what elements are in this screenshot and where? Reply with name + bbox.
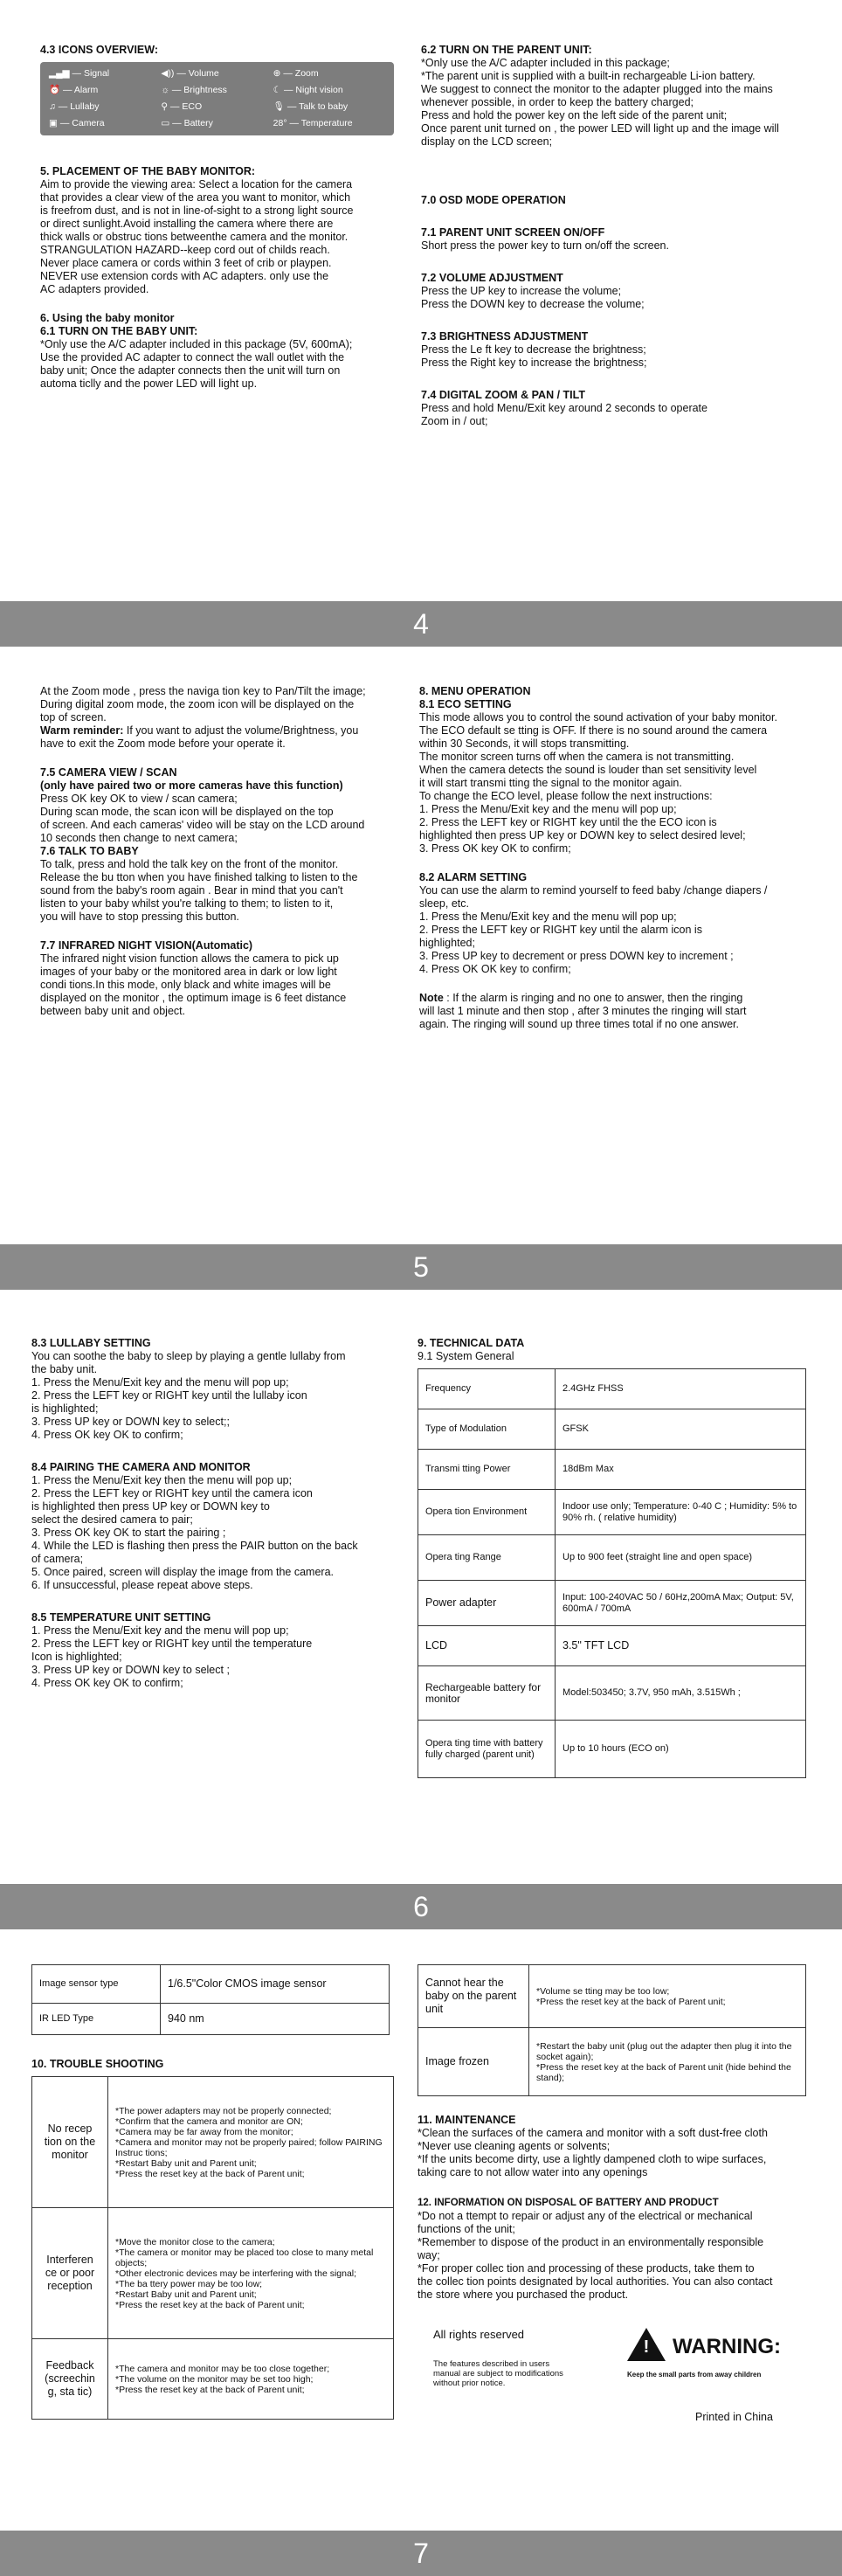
text-line: automa ticlly and the power LED will light up. bbox=[40, 377, 258, 390]
table-cell: Type of Modulation bbox=[418, 1409, 556, 1450]
menu-operation-title: 8. MENU OPERATION bbox=[419, 685, 531, 697]
baby-unit-title: 6.1 TURN ON THE BABY UNIT: bbox=[40, 325, 198, 337]
page5-left-column bbox=[40, 685, 398, 1018]
table-cell: *The power adapters may not be properly connected; *Confirm that the camera and monitor are ON; *Camera may be far away from the monitor; *Camera and monitor may not be properly paired; follow PAIRING Instruc tions; *Restart Baby unit and Parent unit; *Press the reset key at the back of Parent unit; bbox=[108, 2077, 394, 2208]
text-line: Use the provided AC adapter to connect the wall outlet with the bbox=[40, 351, 345, 364]
text-line: This mode allows you to control the sound activation of your baby monitor. bbox=[419, 711, 777, 724]
table-cell: LCD bbox=[418, 1626, 556, 1666]
table-cell: Interferen ce or poor reception bbox=[32, 2208, 108, 2339]
volume-title: 7.2 VOLUME ADJUSTMENT bbox=[421, 272, 563, 284]
page-number-bar: 7 bbox=[0, 2531, 842, 2576]
text-line: highlighted then press UP key or DOWN key to select desired level; bbox=[419, 829, 746, 841]
table-row bbox=[418, 1490, 806, 1535]
text-line: During digital zoom mode, the zoom icon will be displayed on the bbox=[40, 698, 355, 710]
table-cell: Image sensor type bbox=[32, 1965, 161, 2004]
eco-setting-title: 8.1 ECO SETTING bbox=[419, 698, 512, 710]
text-line: listen to your baby whilst you're talking to them; to listen to it, bbox=[40, 897, 334, 910]
warning-exclamation: ! bbox=[643, 2337, 650, 2357]
text-line: *Clean the surfaces of the camera and monitor with a soft dust-free cloth bbox=[418, 2127, 768, 2139]
pairing-title: 8.4 PAIRING THE CAMERA AND MONITOR bbox=[31, 1461, 251, 1473]
text-line: the collec tion points designated by local authorities. You can also contact bbox=[418, 2275, 773, 2288]
signal-icon: ▂▄▆ — Signal bbox=[49, 68, 110, 79]
table-row bbox=[418, 1666, 806, 1721]
table-row bbox=[418, 1626, 806, 1666]
text-line: displayed on the monitor , the optimum image is 6 feet distance bbox=[40, 992, 347, 1004]
footer-block bbox=[418, 2328, 811, 2441]
text-line: display on the LCD screen; bbox=[421, 135, 553, 148]
features-note: The features described in users manual are subject to modifications without prior notice. bbox=[433, 2359, 563, 2388]
table-row bbox=[32, 2339, 394, 2420]
alarm-note: Note : If the alarm is ringing and no one to answer, then the ringing bbox=[419, 992, 743, 1004]
table-row bbox=[32, 2004, 390, 2035]
page7-right-column bbox=[418, 1964, 811, 2441]
table-cell: *The camera and monitor may be too close together; *The volume on the monitor may be set too high; *Press the reset key at the back of Parent unit; bbox=[108, 2339, 394, 2420]
camera-view-title: 7.5 CAMERA VIEW / SCAN bbox=[40, 766, 177, 779]
lullaby-icon: ♫ — Lullaby bbox=[49, 101, 100, 112]
table-cell: Opera ting Range bbox=[418, 1535, 556, 1581]
text-line: The ECO default se tting is OFF. If there is no sound around the camera bbox=[419, 724, 768, 737]
printed-in-china: Printed in China bbox=[695, 2411, 773, 2423]
text-line: sleep, etc. bbox=[419, 897, 469, 910]
warm-reminder: Warm reminder: If you want to adjust the volume/Brightness, you bbox=[40, 724, 359, 737]
text-line: condi tions.In this mode, only black and white images will be bbox=[40, 979, 331, 991]
page6-right-column bbox=[418, 1337, 811, 1778]
table-cell: Cannot hear the baby on the parent unit bbox=[418, 1965, 529, 2028]
text-line: Press the Right key to increase the brightness; bbox=[421, 357, 647, 369]
warning-label: WARNING: bbox=[673, 2335, 781, 2358]
alarm-setting-title: 8.2 ALARM SETTING bbox=[419, 871, 528, 883]
table-cell: GFSK bbox=[556, 1409, 806, 1450]
text-line: At the Zoom mode , press the naviga tion key to Pan/Tilt the image; bbox=[40, 685, 366, 697]
table-row bbox=[418, 1721, 806, 1778]
icons-overview-box bbox=[40, 62, 394, 135]
screen-onoff-title: 7.1 PARENT UNIT SCREEN ON/OFF bbox=[421, 226, 605, 239]
table-cell: Frequency bbox=[418, 1369, 556, 1409]
text-line: functions of the unit; bbox=[418, 2223, 515, 2235]
eco-icon: ⚲ — ECO bbox=[161, 101, 203, 112]
brightness-icon: ☼ — Brightness bbox=[161, 85, 227, 95]
text-line: 2. Press the LEFT key or RIGHT key until the lullaby icon bbox=[31, 1389, 307, 1402]
text-line: is freefrom dust, and is not in line-of-sight to a strong light source bbox=[40, 204, 354, 217]
text-line: *Only use the A/C adapter included in this package; bbox=[421, 57, 670, 69]
text-line: whenever possible, in order to keep the battery charged; bbox=[421, 96, 694, 108]
lullaby-title: 8.3 LULLABY SETTING bbox=[31, 1337, 151, 1349]
table-cell: Up to 10 hours (ECO on) bbox=[556, 1721, 806, 1778]
text-line: *Only use the A/C adapter included in this package (5V, 600mA); bbox=[40, 338, 353, 350]
warning-subtext: Keep the small parts from away children bbox=[627, 2371, 762, 2379]
table-cell: Model:503450; 3.7V, 950 mAh, 3.515Wh ; bbox=[556, 1666, 806, 1721]
table-cell: 18dBm Max bbox=[556, 1450, 806, 1490]
text-line: 4. While the LED is flashing then press the PAIR button on the back bbox=[31, 1540, 358, 1552]
text-line: 3. Press UP key to decrement or press DOWN key to increment ; bbox=[419, 950, 734, 962]
text-line: Press the DOWN key to decrease the volume; bbox=[421, 298, 645, 310]
zoom-icon: ⊕ — Zoom bbox=[273, 68, 319, 79]
page-6 bbox=[0, 1290, 842, 1884]
night-vision-icon: ☾ — Night vision bbox=[273, 85, 343, 95]
text-line: top of screen. bbox=[40, 711, 107, 724]
sensor-table bbox=[31, 1964, 390, 2035]
text-line: Once parent unit turned on , the power LED will light up and the image will bbox=[421, 122, 779, 135]
text-line: The monitor screen turns off when the camera is not transmitting. bbox=[419, 751, 735, 763]
text-line: To change the ECO level, please follow the next instructions: bbox=[419, 790, 713, 802]
technical-data-table bbox=[418, 1368, 806, 1778]
table-cell: Up to 900 feet (straight line and open space) bbox=[556, 1535, 806, 1581]
troubleshooting-table-continued bbox=[418, 1964, 806, 2096]
table-row bbox=[418, 1409, 806, 1450]
text-line: 2. Press the LEFT key or RIGHT key until the the ECO icon is bbox=[419, 816, 717, 828]
text-line: Short press the power key to turn on/off the screen. bbox=[421, 239, 669, 252]
osd-title: 7.0 OSD MODE OPERATION bbox=[421, 194, 566, 206]
text-line: between baby unit and object. bbox=[40, 1005, 186, 1017]
disposal-title: 12. INFORMATION ON DISPOSAL OF BATTERY AND PRODUCT bbox=[418, 2198, 719, 2208]
text-line: Release the bu tton when you have finished talking to listen to the bbox=[40, 871, 358, 883]
text-line: Aim to provide the viewing area: Select a location for the camera bbox=[40, 178, 353, 190]
text-line: To talk, press and hold the talk key on the front of the monitor. bbox=[40, 858, 339, 870]
table-cell: Feedback (screechin g, sta tic) bbox=[32, 2339, 108, 2420]
text-line: Never place camera or cords within 3 feet of crib or playpen. bbox=[40, 257, 332, 269]
text-line: We suggest to connect the monitor to the adapter plugged into the mains bbox=[421, 83, 773, 95]
table-row bbox=[418, 1450, 806, 1490]
table-row bbox=[32, 1965, 390, 2004]
text-line: Press the UP key to increase the volume; bbox=[421, 285, 622, 297]
text-line: of screen. And each cameras' video will be stay on the LCD around bbox=[40, 819, 365, 831]
text-line: again. The ringing will sound up three times total if no one answer. bbox=[419, 1018, 739, 1030]
text-line: *The parent unit is supplied with a built-in rechargeable Li-ion battery. bbox=[421, 70, 756, 82]
page-number-bar: 4 bbox=[0, 601, 842, 647]
text-line: the store where you purchased the product. bbox=[418, 2289, 629, 2301]
text-line: 3. Press UP key or DOWN key to select ; bbox=[31, 1664, 230, 1676]
text-line: 4. Press OK key OK to confirm; bbox=[31, 1429, 183, 1441]
text-line: taking care to not allow water into any openings bbox=[418, 2166, 648, 2178]
brightness-title: 7.3 BRIGHTNESS ADJUSTMENT bbox=[421, 330, 589, 343]
table-row bbox=[418, 2028, 806, 2096]
zoom-pan-title: 7.4 DIGITAL ZOOM & PAN / TILT bbox=[421, 389, 585, 401]
text-line: During scan mode, the scan icon will be displayed on the top bbox=[40, 806, 334, 818]
text-line: Press the Le ft key to decrease the brightness; bbox=[421, 343, 646, 356]
table-cell: Image frozen bbox=[418, 2028, 529, 2096]
talk-icon: 🎙 — Talk to baby bbox=[273, 101, 349, 112]
text-line: images of your baby or the monitored area in dark or low light bbox=[40, 966, 337, 978]
table-cell: Power adapter bbox=[418, 1581, 556, 1626]
text-line: 2. Press the LEFT key or RIGHT key until the temperature bbox=[31, 1638, 313, 1650]
table-cell: Indoor use only; Temperature: 0-40 C ; Humidity: 5% to 90% rh. ( relative humidity) bbox=[556, 1490, 806, 1535]
text-line: The infrared night vision function allows the camera to pick up bbox=[40, 952, 339, 965]
page7-left-column bbox=[31, 1964, 403, 2420]
page-5 bbox=[0, 647, 842, 1241]
text-line: or direct sunlight.Avoid installing the camera where there are bbox=[40, 218, 334, 230]
alarm-icon: ⏰ — Alarm bbox=[49, 85, 99, 95]
volume-icon: ◀)) — Volume bbox=[161, 68, 219, 79]
text-line: Press and hold the power key on the left side of the parent unit; bbox=[421, 109, 728, 121]
table-row bbox=[32, 2208, 394, 2339]
text-line: of camera; bbox=[31, 1553, 84, 1565]
table-row bbox=[418, 1369, 806, 1409]
parent-unit-title: 6.2 TURN ON THE PARENT UNIT: bbox=[421, 44, 592, 56]
text-line: highlighted; bbox=[419, 937, 475, 949]
table-cell: 2.4GHz FHSS bbox=[556, 1369, 806, 1409]
text-line: 4. Press OK OK key to confirm; bbox=[419, 963, 571, 975]
table-row bbox=[418, 1965, 806, 2028]
text-line: Press OK key OK to view / scan camera; bbox=[40, 793, 238, 805]
text-line: *Do not a ttempt to repair or adjust any of the electrical or mechanical bbox=[418, 2210, 753, 2222]
text-line: AC adapters provided. bbox=[40, 283, 149, 295]
temperature-icon: 28° — Temperature bbox=[273, 118, 353, 128]
text-line: You can use the alarm to remind yourself to feed baby /change diapers / bbox=[419, 884, 768, 897]
text-line: 3. Press OK key OK to confirm; bbox=[419, 842, 571, 855]
page-4 bbox=[0, 0, 842, 603]
text-line: is highlighted; bbox=[31, 1402, 99, 1415]
table-cell: Transmi tting Power bbox=[418, 1450, 556, 1490]
table-row bbox=[418, 1581, 806, 1626]
text-line: the baby unit. bbox=[31, 1363, 98, 1375]
page5-right-column bbox=[419, 685, 817, 1031]
text-line: 1. Press the Menu/Exit key then the menu will pop up; bbox=[31, 1474, 293, 1486]
text-line: 10 seconds then change to next camera; bbox=[40, 832, 238, 844]
text-line: 2. Press the LEFT key or RIGHT key until the camera icon bbox=[31, 1487, 313, 1499]
table-cell: *Restart the baby unit (plug out the adapter then plug it into the socket again); *Press the reset key at the back of Parent unit (hide behind the stand); bbox=[529, 2028, 806, 2096]
maintenance-title: 11. MAINTENANCE bbox=[418, 2114, 516, 2126]
text-line: 6. If unsuccessful, please repeat above steps. bbox=[31, 1579, 253, 1591]
using-title: 6. Using the baby monitor bbox=[40, 312, 175, 324]
text-line: within 30 Seconds, it will stops transmitting. bbox=[419, 737, 630, 750]
camera-view-subtitle: (only have paired two or more cameras have this function) bbox=[40, 779, 343, 792]
table-row bbox=[418, 1535, 806, 1581]
troubleshooting-title: 10. TROUBLE SHOOTING bbox=[31, 2058, 164, 2070]
icons-overview-title: 4.3 ICONS OVERVIEW: bbox=[40, 44, 158, 56]
text-line: When the camera detects the sound is louder than set sensitivity level bbox=[419, 764, 757, 776]
table-cell: 3.5" TFT LCD bbox=[556, 1626, 806, 1666]
text-line: 5. Once paired, screen will display the image from the camera. bbox=[31, 1566, 334, 1578]
table-cell: Opera ting time with battery fully charged (parent unit) bbox=[418, 1721, 556, 1778]
text-line: You can soothe the baby to sleep by playing a gentle lullaby from bbox=[31, 1350, 346, 1362]
page-7 bbox=[0, 1929, 842, 2528]
text-line: will last 1 minute and then stop , after 3 minutes the ringing will start bbox=[419, 1005, 747, 1017]
text-line: sound from the baby's room again . Bear in mind that you can't bbox=[40, 884, 343, 897]
table-cell: Input: 100-240VAC 50 / 60Hz,200mA Max; Output: 5V, 600mA / 700mA bbox=[556, 1581, 806, 1626]
page-number-bar: 6 bbox=[0, 1884, 842, 1929]
troubleshooting-table bbox=[31, 2076, 394, 2420]
battery-icon: ▭ — Battery bbox=[161, 118, 213, 128]
text-line: *Never use cleaning agents or solvents; bbox=[418, 2140, 611, 2152]
text-line: 3. Press OK key OK to start the pairing ; bbox=[31, 1527, 226, 1539]
table-cell: *Volume se tting may be too low; *Press the reset key at the back of Parent unit; bbox=[529, 1965, 806, 2028]
text-line: Icon is highlighted; bbox=[31, 1651, 122, 1663]
text-line: it will start transmi tting the signal to the monitor again. bbox=[419, 777, 682, 789]
text-line: thick walls or obstruc tions betweenthe camera and the monitor. bbox=[40, 231, 349, 243]
text-line: you will have to stop pressing this button. bbox=[40, 911, 239, 923]
night-vision-title: 7.7 INFRARED NIGHT VISION(Automatic) bbox=[40, 939, 253, 952]
table-cell: Opera tion Environment bbox=[418, 1490, 556, 1535]
text-line: *Remember to dispose of the product in an environmentally responsible bbox=[418, 2236, 764, 2248]
text-line: baby unit; Once the adapter connects then the unit will turn on bbox=[40, 364, 341, 377]
talk-title: 7.6 TALK TO BABY bbox=[40, 845, 139, 857]
text-line: NEVER use extension cords with AC adapters. only use the bbox=[40, 270, 329, 282]
page4-right-column bbox=[421, 44, 814, 428]
technical-data-title: 9. TECHNICAL DATA bbox=[418, 1337, 525, 1349]
text-line: is highlighted then press UP key or DOWN key to bbox=[31, 1500, 270, 1513]
rights-reserved: All rights reserved bbox=[433, 2328, 525, 2341]
table-cell: 1/6.5"Color CMOS image sensor bbox=[161, 1965, 390, 2004]
text-line: 1. Press the Menu/Exit key and the menu will pop up; bbox=[419, 911, 677, 923]
text-line: select the desired camera to pair; bbox=[31, 1513, 193, 1526]
text-line: that provides a clear view of the area you want to monitor, which bbox=[40, 191, 351, 204]
text-line: have to exit the Zoom mode before your operate it. bbox=[40, 737, 286, 750]
text-line: 2. Press the LEFT key or RIGHT key until the alarm icon is bbox=[419, 924, 702, 936]
text-line: Press and hold Menu/Exit key around 2 seconds to operate bbox=[421, 402, 707, 414]
text-line: *If the units become dirty, use a lightly dampened cloth to wipe surfaces, bbox=[418, 2153, 767, 2165]
table-cell: No recep tion on the monitor bbox=[32, 2077, 108, 2208]
text-line: 1. Press the Menu/Exit key and the menu will pop up; bbox=[419, 803, 677, 815]
text-line: *For proper collec tion and processing of these products, take them to bbox=[418, 2262, 755, 2275]
temperature-unit-title: 8.5 TEMPERATURE UNIT SETTING bbox=[31, 1611, 211, 1624]
system-general-title: 9.1 System General bbox=[418, 1350, 514, 1362]
table-cell: Rechargeable battery for monitor bbox=[418, 1666, 556, 1721]
text-line: Zoom in / out; bbox=[421, 415, 488, 427]
text-line: STRANGULATION HAZARD--keep cord out of childs reach. bbox=[40, 244, 330, 256]
text-line: 3. Press UP key or DOWN key to select;; bbox=[31, 1416, 230, 1428]
page6-left-column bbox=[31, 1337, 390, 1690]
text-line: 1. Press the Menu/Exit key and the menu will pop up; bbox=[31, 1624, 289, 1637]
text-line: way; bbox=[418, 2249, 440, 2261]
table-cell: *Move the monitor close to the camera; *The camera or monitor may be placed too close to many metal objects; *Other electronic devices may be interfering with the signal; *The ba ttery power may be too low; *Restart Baby unit and Parent unit; *Press the reset key at the back of Parent unit; bbox=[108, 2208, 394, 2339]
camera-icon: ▣ — Camera bbox=[49, 118, 105, 128]
page4-left-column bbox=[40, 44, 394, 391]
page-number-bar: 5 bbox=[0, 1244, 842, 1290]
text-line: 1. Press the Menu/Exit key and the menu will pop up; bbox=[31, 1376, 289, 1388]
text-line: 4. Press OK key OK to confirm; bbox=[31, 1677, 183, 1689]
table-cell: 940 nm bbox=[161, 2004, 390, 2035]
table-row bbox=[32, 2077, 394, 2208]
table-cell: IR LED Type bbox=[32, 2004, 161, 2035]
placement-title: 5. PLACEMENT OF THE BABY MONITOR: bbox=[40, 165, 256, 177]
